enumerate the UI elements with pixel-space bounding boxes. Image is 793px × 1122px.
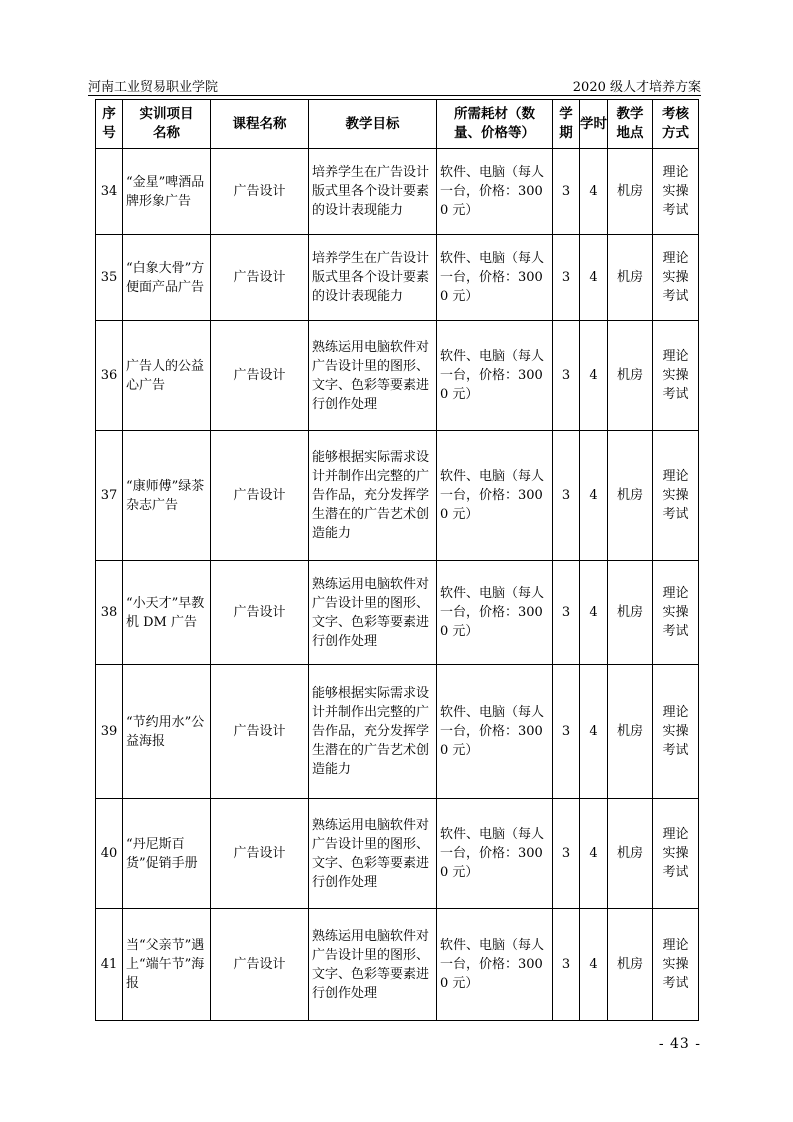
- table-row: [96, 235, 699, 321]
- cell-goal: 熟练运用电脑软件对广告设计里的图形、文字、色彩等要素进行创作处理: [309, 799, 437, 909]
- cell-term: 3: [553, 149, 580, 235]
- cell-project: “金星”啤酒品牌形象广告: [123, 149, 211, 235]
- cell-material: 软件、电脑（每人一台，价格：3000 元）: [437, 561, 553, 665]
- table-row: [96, 561, 699, 665]
- cell-place: 机房: [608, 909, 653, 1021]
- cell-hours: 4: [580, 321, 608, 431]
- cell-exam: 理论实操考试: [653, 431, 699, 561]
- header-divider: [88, 95, 701, 96]
- cell-goal: 熟练运用电脑软件对广告设计里的图形、文字、色彩等要素进行创作处理: [309, 909, 437, 1021]
- cell-material: 软件、电脑（每人一台，价格：3000 元）: [437, 235, 553, 321]
- cell-course: 广告设计: [211, 909, 309, 1021]
- cell-exam: 理论实操考试: [653, 561, 699, 665]
- col-header-material: 所需耗材（数量、价格等）: [437, 100, 553, 149]
- cell-term: 3: [553, 321, 580, 431]
- cell-no: 38: [96, 561, 123, 665]
- table-row: [96, 665, 699, 799]
- cell-term: 3: [553, 665, 580, 799]
- header-school-name: 河南工业贸易职业学院: [88, 80, 219, 95]
- cell-project: “康师傅”绿茶杂志广告: [123, 431, 211, 561]
- cell-material: 软件、电脑（每人一台，价格：3000 元）: [437, 799, 553, 909]
- cell-course: 广告设计: [211, 431, 309, 561]
- col-header-hours: 学时: [580, 100, 608, 149]
- cell-project: “小天才”早教机 DM 广告: [123, 561, 211, 665]
- cell-hours: 4: [580, 909, 608, 1021]
- cell-no: 41: [96, 909, 123, 1021]
- page-number: - 43 -: [658, 1036, 701, 1052]
- cell-exam: 理论实操考试: [653, 665, 699, 799]
- cell-exam: 理论实操考试: [653, 149, 699, 235]
- cell-course: 广告设计: [211, 799, 309, 909]
- cell-exam: 理论实操考试: [653, 321, 699, 431]
- col-header-place: 教学地点: [608, 100, 653, 149]
- col-header-term: 学期: [553, 100, 580, 149]
- cell-exam: 理论实操考试: [653, 909, 699, 1021]
- col-header-course: 课程名称: [211, 100, 309, 149]
- cell-course: 广告设计: [211, 235, 309, 321]
- cell-hours: 4: [580, 431, 608, 561]
- cell-no: 34: [96, 149, 123, 235]
- cell-hours: 4: [580, 799, 608, 909]
- cell-exam: 理论实操考试: [653, 799, 699, 909]
- cell-hours: 4: [580, 665, 608, 799]
- cell-hours: 4: [580, 149, 608, 235]
- cell-goal: 培养学生在广告设计版式里各个设计要素的设计表现能力: [309, 149, 437, 235]
- cell-goal: 培养学生在广告设计版式里各个设计要素的设计表现能力: [309, 235, 437, 321]
- cell-project: “丹尼斯百货”促销手册: [123, 799, 211, 909]
- cell-material: 软件、电脑（每人一台，价格：3000 元）: [437, 431, 553, 561]
- cell-term: 3: [553, 799, 580, 909]
- cell-no: 36: [96, 321, 123, 431]
- cell-place: 机房: [608, 799, 653, 909]
- cell-course: 广告设计: [211, 149, 309, 235]
- cell-hours: 4: [580, 235, 608, 321]
- cell-goal: 能够根据实际需求设计并制作出完整的广告作品，充分发挥学生潜在的广告艺术创造能力: [309, 665, 437, 799]
- col-header-goal: 教学目标: [309, 100, 437, 149]
- cell-term: 3: [553, 561, 580, 665]
- cell-hours: 4: [580, 561, 608, 665]
- cell-project: “节约用水”公益海报: [123, 665, 211, 799]
- cell-place: 机房: [608, 561, 653, 665]
- cell-goal: 熟练运用电脑软件对广告设计里的图形、文字、色彩等要素进行创作处理: [309, 321, 437, 431]
- cell-no: 37: [96, 431, 123, 561]
- table-row: [96, 149, 699, 235]
- cell-no: 40: [96, 799, 123, 909]
- table-row: [96, 431, 699, 561]
- table-row: [96, 909, 699, 1021]
- cell-material: 软件、电脑（每人一台，价格：3000 元）: [437, 665, 553, 799]
- header-document-title: 2020 级人才培养方案: [572, 80, 701, 95]
- cell-course: 广告设计: [211, 561, 309, 665]
- cell-material: 软件、电脑（每人一台，价格：3000 元）: [437, 909, 553, 1021]
- col-header-no: 序号: [96, 100, 123, 149]
- table-row: [96, 799, 699, 909]
- cell-no: 39: [96, 665, 123, 799]
- cell-term: 3: [553, 909, 580, 1021]
- cell-place: 机房: [608, 665, 653, 799]
- cell-course: 广告设计: [211, 665, 309, 799]
- cell-place: 机房: [608, 235, 653, 321]
- training-table: [95, 99, 699, 1021]
- cell-course: 广告设计: [211, 321, 309, 431]
- table-row: [96, 321, 699, 431]
- cell-place: 机房: [608, 321, 653, 431]
- table-header-row: [96, 100, 699, 149]
- col-header-project: 实训项目名称: [123, 100, 211, 149]
- cell-exam: 理论实操考试: [653, 235, 699, 321]
- col-header-exam: 考核方式: [653, 100, 699, 149]
- cell-no: 35: [96, 235, 123, 321]
- cell-place: 机房: [608, 431, 653, 561]
- cell-term: 3: [553, 431, 580, 561]
- cell-project: “白象大骨”方便面产品广告: [123, 235, 211, 321]
- cell-term: 3: [553, 235, 580, 321]
- cell-material: 软件、电脑（每人一台，价格：3000 元）: [437, 149, 553, 235]
- cell-goal: 熟练运用电脑软件对广告设计里的图形、文字、色彩等要素进行创作处理: [309, 561, 437, 665]
- cell-project: 当“父亲节”遇上“端午节”海报: [123, 909, 211, 1021]
- cell-goal: 能够根据实际需求设计并制作出完整的广告作品，充分发挥学生潜在的广告艺术创造能力: [309, 431, 437, 561]
- cell-place: 机房: [608, 149, 653, 235]
- cell-project: 广告人的公益心广告: [123, 321, 211, 431]
- cell-material: 软件、电脑（每人一台，价格：3000 元）: [437, 321, 553, 431]
